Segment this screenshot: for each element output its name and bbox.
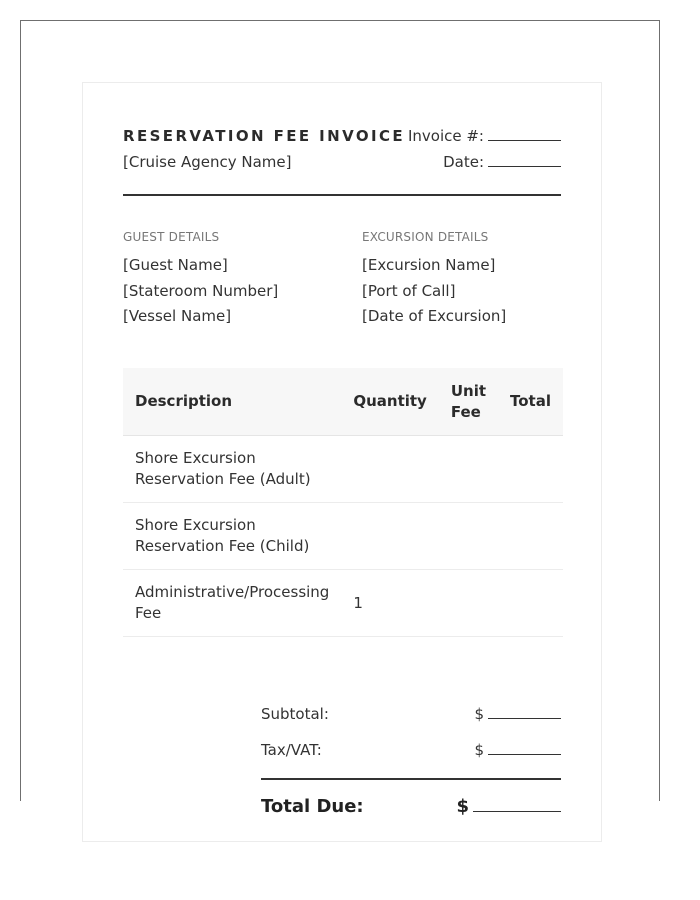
line-items-table — [123, 368, 563, 637]
row-unit-fee — [439, 436, 498, 503]
total-due-label: Total Due: — [261, 796, 364, 817]
invoice-number-label: Invoice #: — [407, 127, 484, 145]
excursion-name: [Excursion Name] — [362, 256, 496, 274]
header-divider — [123, 194, 561, 196]
header-unit-fee: Unit Fee — [439, 368, 498, 436]
subtotal-label: Subtotal: — [261, 705, 329, 723]
row-total — [498, 436, 563, 503]
invoice-number-field — [408, 127, 561, 145]
date-blank — [488, 153, 561, 167]
row-quantity — [341, 503, 439, 570]
row-total — [498, 570, 563, 637]
stateroom-number: [Stateroom Number] — [123, 281, 279, 300]
header-total: Total — [498, 368, 563, 436]
excursion-details-label: EXCURSION DETAILS — [362, 230, 489, 244]
invoice-page — [82, 82, 602, 842]
subtotal-blank — [488, 705, 561, 719]
port-of-call: [Port of Call] — [362, 281, 456, 300]
total-divider — [261, 778, 561, 780]
header-quantity: Quantity — [341, 368, 439, 436]
guest-name: [Guest Name] — [123, 256, 228, 274]
total-due-blank — [473, 796, 561, 812]
date-field — [443, 153, 561, 171]
guest-details-label: GUEST DETAILS — [123, 230, 220, 244]
agency-name: [Cruise Agency Name] — [123, 153, 292, 171]
row-unit-fee — [439, 570, 498, 637]
date-label: Date: — [443, 153, 484, 171]
subtotal-currency: $ — [474, 705, 484, 723]
guest-details — [123, 253, 278, 330]
excursion-details — [362, 253, 506, 330]
table-row — [123, 570, 563, 637]
table-row — [123, 436, 563, 503]
row-quantity: 1 — [341, 570, 439, 637]
date-of-excursion: [Date of Excursion] — [362, 307, 507, 325]
vessel-name: [Vessel Name] — [123, 307, 232, 325]
total-currency: $ — [456, 796, 469, 817]
tax-currency: $ — [474, 741, 484, 759]
tax-label: Tax/VAT: — [261, 741, 322, 759]
invoice-title: RESERVATION FEE INVOICE — [123, 127, 406, 145]
header-description: Description — [123, 368, 341, 436]
row-quantity — [341, 436, 439, 503]
document-frame — [20, 20, 660, 817]
row-description: Administrative/Processing Fee — [123, 570, 341, 637]
tax-blank — [488, 741, 561, 755]
row-total — [498, 503, 563, 570]
table-header-row — [123, 368, 563, 436]
row-description: Shore Excursion Reservation Fee (Child) — [123, 503, 341, 570]
row-description: Shore Excursion Reservation Fee (Adult) — [123, 436, 341, 503]
row-unit-fee — [439, 503, 498, 570]
table-row — [123, 503, 563, 570]
invoice-number-blank — [488, 127, 561, 141]
